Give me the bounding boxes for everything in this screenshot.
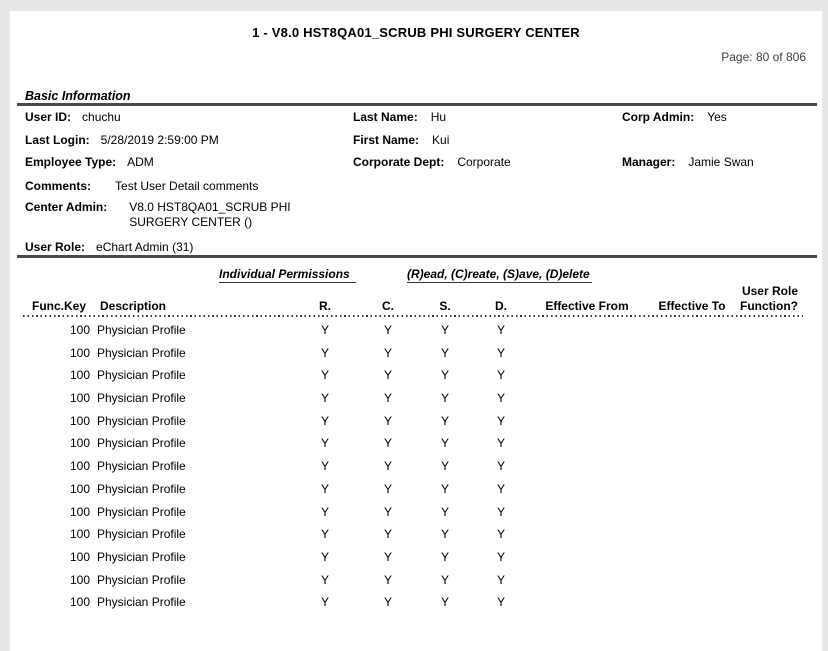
func-key-cell: 100 <box>69 368 90 383</box>
field-label: Last Name: <box>353 110 418 124</box>
table-row <box>25 433 806 456</box>
field-corp-admin <box>622 110 727 124</box>
basic-info-section-title: Basic Information <box>25 89 131 103</box>
func-key-cell: 100 <box>69 481 90 496</box>
field-comments <box>25 179 258 193</box>
field-label: Corp Admin: <box>622 110 695 124</box>
field-employee-type <box>25 155 154 169</box>
read-cell: Y <box>320 527 329 542</box>
table-row <box>25 479 806 502</box>
permissions-table-body <box>25 320 806 615</box>
field-value: V8.0 HST8QA01_SCRUB PHI SURGERY CENTER () <box>129 200 291 229</box>
field-value: chuchu <box>82 110 121 124</box>
report-title: 1 - V8.0 HST8QA01_SCRUB PHI SURGERY CENTER <box>252 25 580 40</box>
func-key-cell: 100 <box>69 459 90 474</box>
func-key-cell: 100 <box>69 413 90 428</box>
table-row <box>25 320 806 343</box>
table-row <box>25 502 806 525</box>
create-cell: Y <box>383 572 392 587</box>
description-cell: Physician Profile <box>97 595 186 610</box>
description-cell: Physician Profile <box>97 549 186 564</box>
delete-cell: Y <box>496 549 505 564</box>
create-cell: Y <box>383 391 392 406</box>
description-cell: Physician Profile <box>97 504 186 519</box>
field-label: Comments: <box>25 179 92 193</box>
read-cell: Y <box>320 436 329 451</box>
field-value: Corporate <box>457 155 511 169</box>
page-indicator: Page: 80 of 806 <box>721 50 806 64</box>
permissions-table-header <box>25 284 806 315</box>
field-value: 5/28/2019 2:59:00 PM <box>100 133 219 147</box>
field-label: User Role: <box>25 240 86 254</box>
table-row <box>25 343 806 366</box>
create-cell: Y <box>383 368 392 383</box>
field-value: Hu <box>430 110 447 124</box>
create-cell: Y <box>383 481 392 496</box>
description-cell: Physician Profile <box>97 345 186 360</box>
func-key-cell: 100 <box>69 572 90 587</box>
field-last-login <box>25 133 219 147</box>
header-create: C. <box>382 299 394 313</box>
header-description: Description <box>100 299 167 313</box>
save-cell: Y <box>440 391 449 406</box>
header-save: S. <box>439 299 451 313</box>
delete-cell: Y <box>496 436 505 451</box>
delete-cell: Y <box>496 459 505 474</box>
read-cell: Y <box>320 481 329 496</box>
description-cell: Physician Profile <box>97 368 186 383</box>
field-label: Last Login: <box>25 133 90 147</box>
delete-cell: Y <box>496 345 505 360</box>
create-cell: Y <box>383 595 392 610</box>
func-key-cell: 100 <box>69 549 90 564</box>
read-cell: Y <box>320 595 329 610</box>
func-key-cell: 100 <box>69 345 90 360</box>
header-user-role-line1: User Role <box>741 284 798 298</box>
delete-cell: Y <box>496 572 505 587</box>
delete-cell: Y <box>496 481 505 496</box>
field-label: User ID: <box>25 110 72 124</box>
permissions-section-title: Individual Permissions <box>219 267 356 283</box>
create-cell: Y <box>383 323 392 337</box>
field-user-role <box>25 240 193 254</box>
save-cell: Y <box>440 572 449 587</box>
table-row <box>25 524 806 547</box>
field-value: Kui <box>432 133 450 147</box>
header-func-key: Func.Key <box>32 299 87 313</box>
field-manager <box>622 155 754 169</box>
section-divider <box>17 255 817 258</box>
save-cell: Y <box>440 413 449 428</box>
read-cell: Y <box>320 549 329 564</box>
field-value: Test User Detail comments <box>115 179 259 193</box>
description-cell: Physician Profile <box>97 413 186 428</box>
save-cell: Y <box>440 459 449 474</box>
create-cell: Y <box>383 345 392 360</box>
table-row <box>25 570 806 593</box>
save-cell: Y <box>440 549 449 564</box>
table-row <box>25 547 806 570</box>
header-user-role-line2: Function? <box>740 299 798 313</box>
read-cell: Y <box>320 572 329 587</box>
field-center-admin <box>25 200 313 229</box>
read-cell: Y <box>320 413 329 428</box>
create-cell: Y <box>383 436 392 451</box>
description-cell: Physician Profile <box>97 459 186 474</box>
func-key-cell: 100 <box>69 595 90 610</box>
save-cell: Y <box>440 481 449 496</box>
create-cell: Y <box>383 527 392 542</box>
read-cell: Y <box>320 368 329 383</box>
field-first-name <box>353 133 449 147</box>
save-cell: Y <box>440 345 449 360</box>
func-key-cell: 100 <box>69 527 90 542</box>
read-cell: Y <box>320 391 329 406</box>
func-key-cell: 100 <box>69 323 90 337</box>
read-cell: Y <box>320 323 329 337</box>
delete-cell: Y <box>496 391 505 406</box>
table-header-dotted-divider <box>23 315 803 317</box>
table-row <box>25 411 806 434</box>
header-read: R. <box>319 299 331 313</box>
delete-cell: Y <box>496 595 505 610</box>
create-cell: Y <box>383 413 392 428</box>
field-value: Jamie Swan <box>688 155 754 169</box>
description-cell: Physician Profile <box>97 436 186 451</box>
field-value: Yes <box>707 110 727 124</box>
create-cell: Y <box>383 504 392 519</box>
create-cell: Y <box>383 459 392 474</box>
header-effective-to: Effective To <box>658 299 726 313</box>
description-cell: Physician Profile <box>97 527 186 542</box>
field-label: Center Admin: <box>25 200 108 214</box>
read-cell: Y <box>320 459 329 474</box>
save-cell: Y <box>440 323 449 337</box>
field-user-id <box>25 110 121 124</box>
table-row <box>25 456 806 479</box>
header-effective-from: Effective From <box>545 299 629 313</box>
func-key-cell: 100 <box>69 391 90 406</box>
table-row <box>25 365 806 388</box>
field-label: Employee Type: <box>25 155 117 169</box>
save-cell: Y <box>440 595 449 610</box>
save-cell: Y <box>440 368 449 383</box>
permissions-legend: (R)ead, (C)reate, (S)ave, (D)elete <box>407 267 590 281</box>
read-cell: Y <box>320 345 329 360</box>
field-corporate-dept <box>353 155 511 169</box>
section-divider <box>17 103 817 106</box>
header-delete: D. <box>495 299 507 313</box>
field-value: ADM <box>127 155 154 169</box>
field-last-name <box>353 110 446 124</box>
description-cell: Physician Profile <box>97 481 186 496</box>
read-cell: Y <box>320 504 329 519</box>
description-cell: Physician Profile <box>97 391 186 406</box>
delete-cell: Y <box>496 323 505 337</box>
field-label: Corporate Dept: <box>353 155 445 169</box>
report-page <box>10 11 822 651</box>
table-row <box>25 592 806 615</box>
func-key-cell: 100 <box>69 504 90 519</box>
field-label: Manager: <box>622 155 676 169</box>
func-key-cell: 100 <box>69 436 90 451</box>
save-cell: Y <box>440 504 449 519</box>
description-cell: Physician Profile <box>97 323 186 337</box>
table-row <box>25 388 806 411</box>
create-cell: Y <box>383 549 392 564</box>
save-cell: Y <box>440 436 449 451</box>
delete-cell: Y <box>496 527 505 542</box>
field-value: eChart Admin (31) <box>96 240 194 254</box>
delete-cell: Y <box>496 413 505 428</box>
description-cell: Physician Profile <box>97 572 186 587</box>
field-label: First Name: <box>353 133 420 147</box>
delete-cell: Y <box>496 368 505 383</box>
save-cell: Y <box>440 527 449 542</box>
delete-cell: Y <box>496 504 505 519</box>
